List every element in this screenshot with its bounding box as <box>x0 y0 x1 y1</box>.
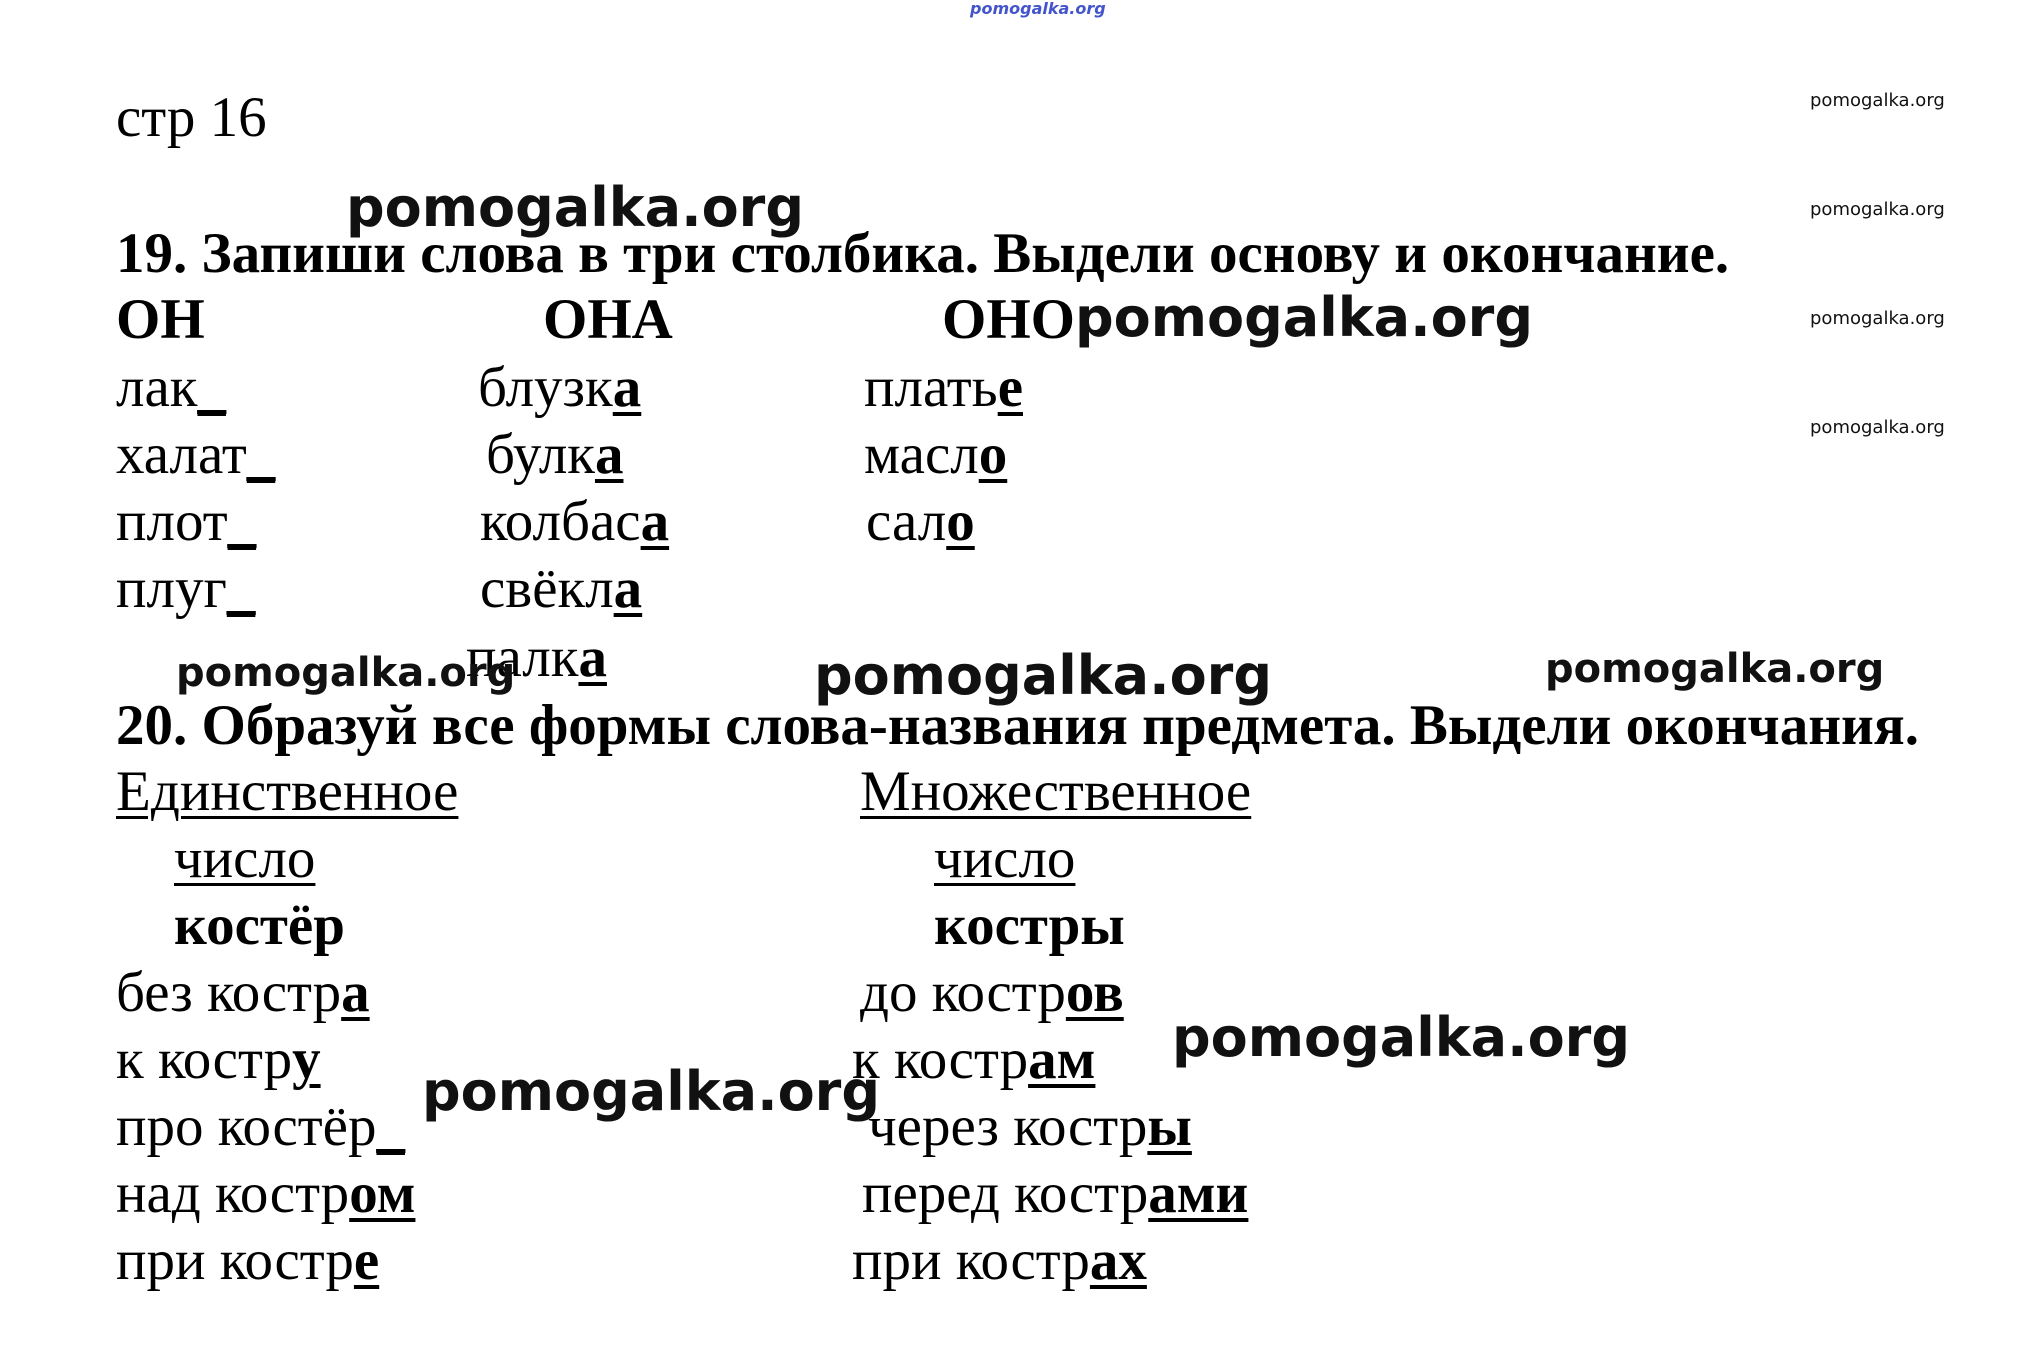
ending: у <box>292 1028 321 1091</box>
ending: _ <box>227 490 257 553</box>
watermark-mid-center: pomogalka.org <box>814 644 1272 707</box>
column-header-ono: ОНО <box>942 288 1076 351</box>
word-ono-2: масло <box>864 423 1008 486</box>
ending: е <box>997 356 1023 419</box>
watermark-top: pomogalka.org <box>970 0 1106 18</box>
watermark-right-4: pomogalka.org <box>1810 417 1945 438</box>
ending: ом <box>349 1162 416 1225</box>
ending: а <box>578 626 607 689</box>
page-label: стр 16 <box>116 86 267 149</box>
plural-form-5: при кострах <box>852 1229 1147 1292</box>
column-header-ona: ОНА <box>543 288 673 351</box>
exercise-19-title: 19. Запиши слова в три столбика. Выдели основу и окончание. <box>116 222 1730 285</box>
ending: а <box>594 423 624 486</box>
watermark-right-1: pomogalka.org <box>1810 90 1945 111</box>
ending: ам <box>1028 1028 1096 1091</box>
watermark-ex20-right: pomogalka.org <box>1172 1006 1630 1069</box>
ending: ах <box>1089 1229 1147 1292</box>
watermark-ex19-header: pomogalka.org <box>1075 286 1533 349</box>
singular-label-2: число <box>174 827 316 890</box>
plural-form-1: до костров <box>860 961 1124 1024</box>
watermark-right-2: pomogalka.org <box>1810 199 1945 220</box>
word-ono-3: сало <box>866 490 975 553</box>
singular-form-4: над костром <box>116 1162 416 1225</box>
plural-word: костры <box>934 894 1125 957</box>
ending: _ <box>226 557 256 620</box>
watermark-right-3: pomogalka.org <box>1810 308 1945 329</box>
plural-form-3: через костры <box>868 1095 1192 1158</box>
ending: а <box>612 356 642 419</box>
singular-word: костёр <box>174 894 345 957</box>
word-ona-5: палка <box>466 626 607 689</box>
word-ona-3: колбаса <box>480 490 670 553</box>
plural-label-2: число <box>934 827 1076 890</box>
ending: о <box>946 490 975 553</box>
singular-form-1: без костра <box>116 961 370 1024</box>
ending: _ <box>197 356 226 419</box>
word-on-3: плот_ <box>116 490 257 553</box>
word-on-4: плуг_ <box>116 557 256 620</box>
word-on-1: лак_ <box>116 356 226 419</box>
ending: _ <box>376 1095 405 1158</box>
singular-form-5: при костре <box>116 1229 380 1292</box>
singular-label: Единственное <box>116 760 459 823</box>
word-ona-4: свёкла <box>480 557 643 620</box>
singular-form-3: про костёр_ <box>116 1095 405 1158</box>
ending: ами <box>1148 1162 1249 1225</box>
ending: ы <box>1147 1095 1192 1158</box>
word-ona-2: булка <box>486 423 624 486</box>
watermark-mid-left: pomogalka.org <box>176 650 516 696</box>
watermark-ex20-left: pomogalka.org <box>422 1060 880 1123</box>
exercise-20-title: 20. Образуй все формы слова-названия предмета. Выдели окончания. <box>116 694 1919 757</box>
watermark-mid-right: pomogalka.org <box>1545 646 1885 692</box>
column-header-on: ОН <box>116 288 205 351</box>
word-on-2: халат_ <box>116 423 276 486</box>
word-ona-1: блузка <box>478 356 642 419</box>
ending: о <box>978 423 1008 486</box>
singular-form-2: к костру <box>116 1028 321 1091</box>
plural-label: Множественное <box>860 760 1252 823</box>
ending: _ <box>246 423 276 486</box>
ending: а <box>613 557 643 620</box>
watermark-ex19-title: pomogalka.org <box>346 176 804 239</box>
ending: а <box>640 490 670 553</box>
ending: е <box>353 1229 380 1292</box>
word-ono-1: платье <box>864 356 1023 419</box>
plural-form-4: перед кострами <box>862 1162 1249 1225</box>
ending: ов <box>1065 961 1124 1024</box>
ending: а <box>341 961 370 1024</box>
plural-form-2: к кострам <box>852 1028 1096 1091</box>
